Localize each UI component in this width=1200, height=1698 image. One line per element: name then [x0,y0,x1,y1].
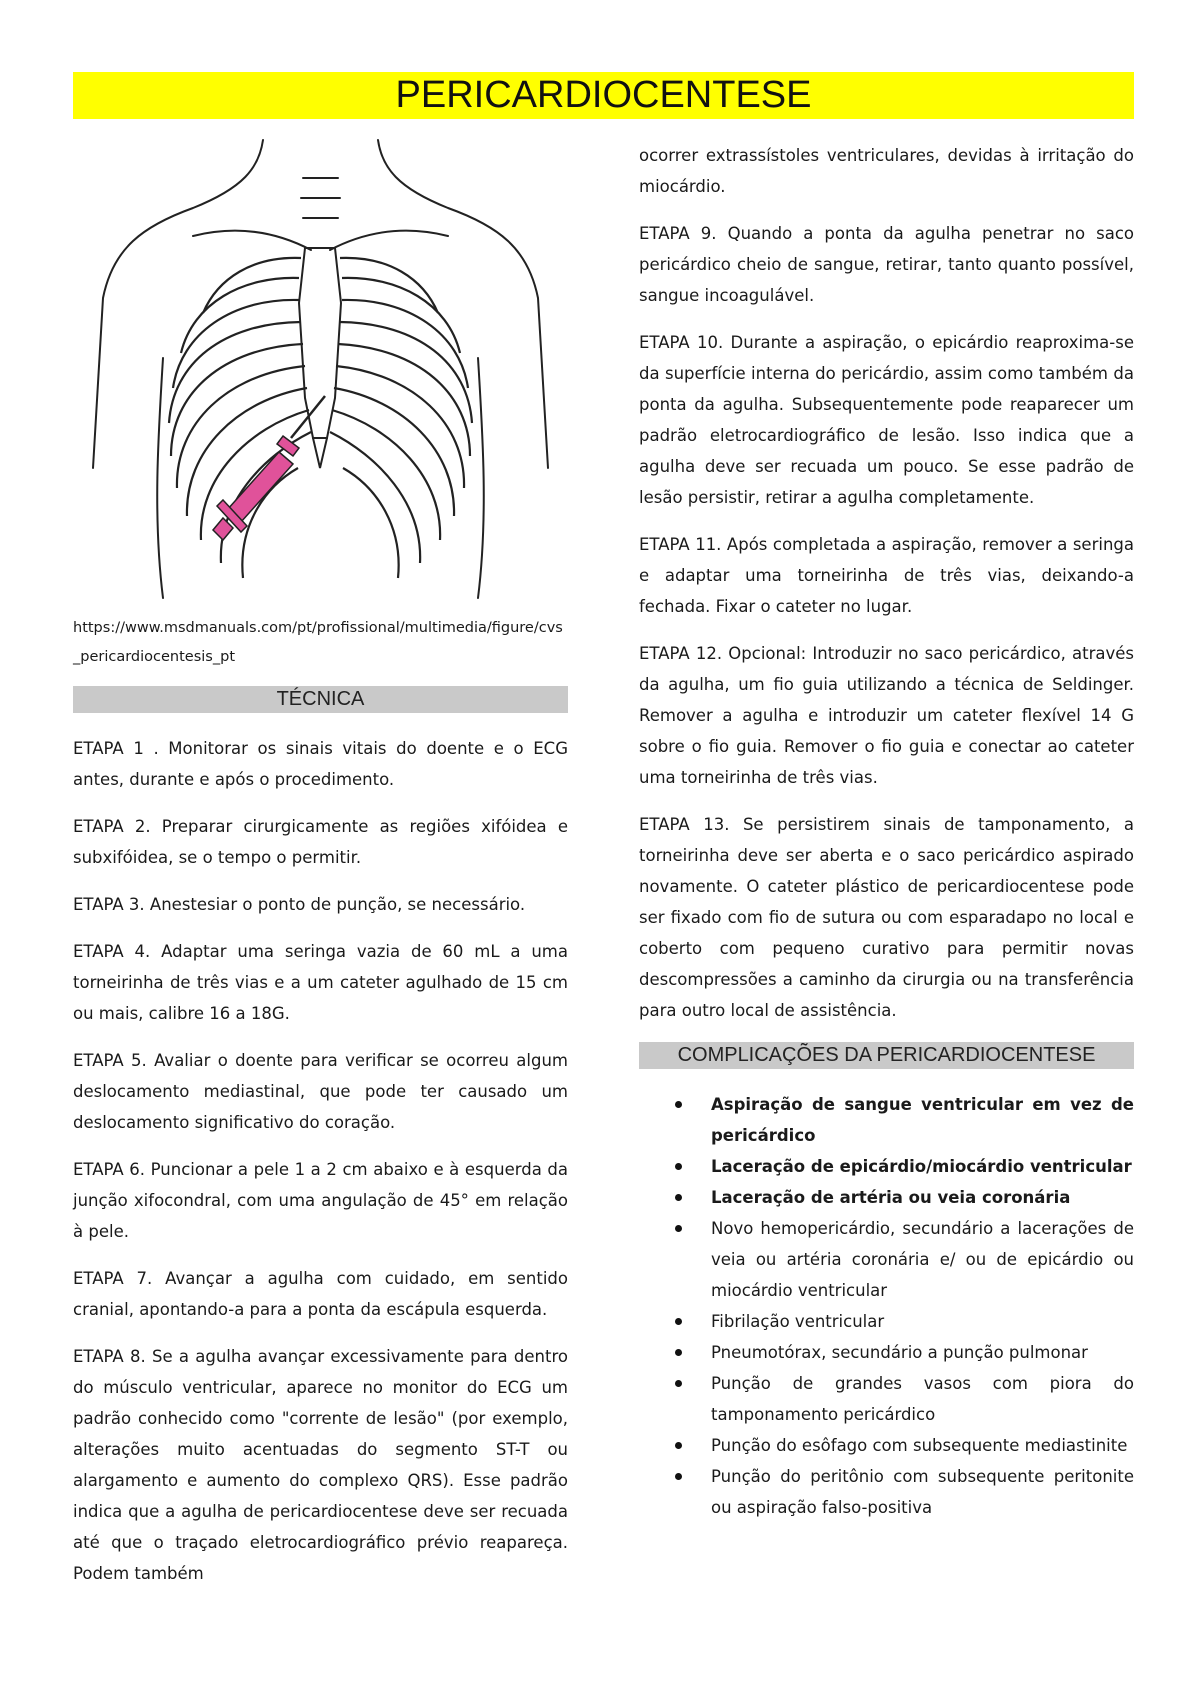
complication-item: Novo hemopericárdio, secundário a lacerações de veia ou artéria coronária e/ ou de epicárdio ou miocárdio ventricular [711,1213,1134,1306]
step-8: ETAPA 8. Se a agulha avançar excessivamente para dentro do músculo ventricular, aparece no monitor do ECG um padrão conhecido como "corrente de lesão" (por exemplo, alterações muito acentuadas do segmento ST-T ou alargamento e aumento do complexo QRS). Esse padrão indica que a agulha de pericardiocentese deve ser recuada até que o traçado eletrocardiográfico prévio reapareça. Podem também [73,1347,568,1583]
complications-list [639,1089,1134,1523]
complication-item: Pneumotórax, secundário a punção pulmonar [711,1337,1134,1368]
xiphoid [313,438,327,468]
sternum [299,248,341,438]
tecnica-heading: TÉCNICA [73,686,568,713]
torso-right-outline [478,358,484,598]
syringe-with-needle [213,396,325,540]
complication-item: Punção do esôfago com subsequente mediastinite [711,1430,1134,1461]
complication-item: Punção de grandes vasos com piora do tamponamento pericárdico [711,1368,1134,1430]
complication-item: Fibrilação ventricular [711,1306,1134,1337]
ribcage-syringe-drawing [73,138,568,608]
step-8-continuation: ocorrer extrassístoles ventriculares, devidas à irritação do miocárdio. [639,146,1134,196]
step-4: ETAPA 4. Adaptar uma seringa vazia de 60 mL a uma torneirinha de três vias e a um cateter agulhado de 15 cm ou mais, calibre 16 a 18G. [73,942,568,1023]
left-column [73,138,568,1605]
step-7: ETAPA 7. Avançar a agulha com cuidado, em sentido cranial, apontando-a para a ponta da escápula esquerda. [73,1269,568,1319]
thorax-illustration [73,138,568,608]
complicacoes-heading: COMPLICAÇÕES DA PERICARDIOCENTESE [639,1042,1134,1069]
figure-source-url: https://www.msdmanuals.com/pt/profissional/multimedia/figure/cvs_pericardiocentesis_pt [73,620,563,665]
complication-item: Punção do peritônio com subsequente peritonite ou aspiração falso-positiva [711,1461,1134,1523]
step-2: ETAPA 2. Preparar cirurgicamente as regiões xifóidea e subxifóidea, se o tempo o permitir. [73,817,568,867]
page-title: PERICARDIOCENTESE [73,72,1134,119]
complication-item: Laceração de epicárdio/miocárdio ventricular [711,1151,1134,1182]
ribs-right [330,258,472,578]
clavicle-right [330,231,448,250]
step-12: ETAPA 12. Opcional: Introduzir no saco pericárdico, através da agulha, um fio guia utilizando a técnica de Seldinger. Remover a agulha e introduzir um cateter flexível 14 G sobre o fio guia. Remover o fio guia e conectar ao cateter uma torneirinha de três vias. [639,644,1134,787]
cervical-vertebrae [301,178,340,218]
step-10: ETAPA 10. Durante a aspiração, o epicárdio reaproxima-se da superfície interna do pericárdio, assim como também da ponta da agulha. Subsequentemente pode reaparecer um padrão eletrocardiográfico de lesão. Isso indica que a agulha deve ser recuada um pouco. Se esse padrão de lesão persistir, retirar a agulha completamente. [639,333,1134,507]
syringe-plunger [213,518,233,540]
step-5: ETAPA 5. Avaliar o doente para verificar se ocorreu algum deslocamento mediastinal, que pode ter causado um deslocamento significativo do coração. [73,1051,568,1132]
syringe-barrel [227,452,293,522]
right-column [639,140,1134,1523]
clavicle-left [193,231,311,250]
torso-left-outline [157,358,163,598]
step-6: ETAPA 6. Puncionar a pele 1 a 2 cm abaixo e à esquerda da junção xifocondral, com uma angulação de 45° em relação à pele. [73,1160,568,1241]
step-3: ETAPA 3. Anestesiar o ponto de punção, se necessário. [73,895,526,914]
step-9: ETAPA 9. Quando a ponta da agulha penetrar no saco pericárdico cheio de sangue, retirar, tanto quanto possível, sangue incoagulável. [639,224,1134,305]
complication-item: Laceração de artéria ou veia coronária [711,1182,1134,1213]
complication-item: Aspiração de sangue ventricular em vez de pericárdico [711,1089,1134,1151]
step-1: ETAPA 1 . Monitorar os sinais vitais do doente e o ECG antes, durante e após o procedimento. [73,739,568,789]
step-11: ETAPA 11. Após completada a aspiração, remover a seringa e adaptar uma torneirinha de três vias, deixando-a fechada. Fixar o cateter no lugar. [639,535,1134,616]
step-13: ETAPA 13. Se persistirem sinais de tamponamento, a torneirinha deve ser aberta e o saco pericárdico aspirado novamente. O cateter plástico de pericardiocentese pode ser fixado com fio de sutura ou com esparadapo no local e coberto com pequeno curativo para permitir novas descompressões a caminho da cirurgia ou na transferência para outro local de assistência. [639,815,1134,1020]
